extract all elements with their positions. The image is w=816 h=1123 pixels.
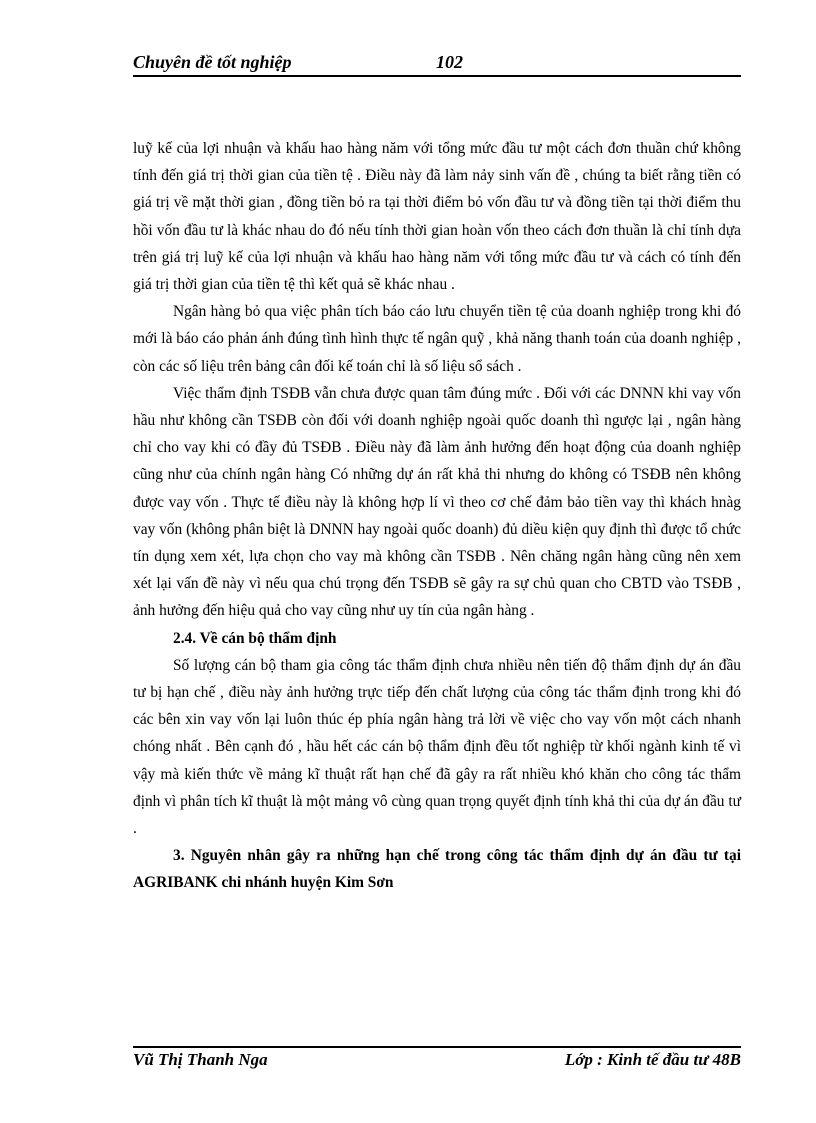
document-title: Chuyên đề tốt nghiệp [133,52,292,72]
page-header [133,52,741,76]
page-number: 102 [436,52,463,72]
page-footer [133,1050,741,1074]
section-heading-2-4: 2.4. Về cán bộ thẩm định [173,629,337,647]
paragraph-4: Số lượng cán bộ tham gia công tác thẩm định chưa nhiều nên tiến độ thẩm định dự án đầu tư bị hạn chế , điều này ảnh hưởng trực tiếp đến chất lượng của công tác thẩm định trong khi đó các bên xin vay vốn lại luôn thúc ép phía ngân hàng trả lời về việc cho vay vốn một cách nhanh chóng nhất . Bên cạnh đó , hầu hết các cán bộ thẩm định đều tốt nghiệp từ khối ngành kinh tế vì vậy mà kiến thức về mảng kĩ thuật rất hạn chế đã gây ra rất nhiều khó khăn cho công tác thẩm định vì phân tích kĩ thuật là một mảng vô cùng quan trọng quyết định tính khả thi của dự án đầu tư . [133,656,741,838]
section-heading-3: 3. Nguyên nhân gây ra những hạn chế trong công tác thẩm định dự án đầu tư tại AGRIBANK chi nhánh huyện Kim Sơn [133,847,741,892]
class-name: Lớp : Kinh tế đầu tư 48B [564,1050,741,1069]
author-name: Vũ Thị Thanh Nga [133,1050,268,1069]
paragraph-3: Việc thẩm định TSĐB vẫn chưa được quan tâm đúng mức . Đối với các DNNN khi vay vốn hầu như không cần TSĐB còn đối với doanh nghiệp ngoài quốc doanh thì ngược lại , ngân hàng chỉ cho vay khi có đầy đủ TSĐB . Điều này đã làm ảnh hưởng đến hoạt động của doanh nghiệp cũng như của chính ngân hàng Có những dự án rất khả thi nhưng do không có TSĐB nên không được vay vốn . Thực tế điều này là không hợp lí vì theo cơ chế đảm bảo tiền vay thì khách hnàg vay vốn (không phân biệt là DNNN hay ngoài quốc doanh) đủ diều kiện quy định thì được tổ chức tín dụng xem xét, lựa chọn cho vay mà không cần TSĐB . Nên chăng ngân hàng cũng nên xem xét lại vấn đề này vì nếu qua chú trọng đến TSĐB sẽ gây ra sự chủ quan cho CBTD vào TSĐB , ảnh hưởng đến hiệu quả cho vay cũng như uy tín của ngân hàng . [133,384,741,620]
paragraph-1: luỹ kế của lợi nhuận và khấu hao hàng năm với tổng mức đầu tư một cách đơn thuần chứ không tính đến giá trị thời gian của tiền tệ . Điều này đã làm nảy sinh vấn đề , chúng ta biết rằng tiền có giá trị về mặt thời gian , đồng tiền bỏ ra tại thời điểm bỏ vốn đầu tư và đồng tiền tại thời điểm thu hồi vốn đầu tư là khác nhau do đó nếu tính thời gian hoàn vốn theo cách đơn thuần là chỉ tính dựa trên giá trị luỹ kế của lợi nhuận và khấu hao hàng năm với tổng mức đầu tư và cách có tính đến giá trị thời gian của tiền tệ thì kết quả sẽ khác nhau . [133,140,741,294]
paragraph-2: Ngân hàng bỏ qua việc phân tích báo cáo lưu chuyển tiền tệ của doanh nghiệp trong khi đó mới là báo cáo phản ánh đúng tình hình thực tế ngân quỹ , khả năng thanh toán của doanh nghiệp , còn các số liệu trên bảng cân đối kế toán chỉ là số liệu sổ sách . [133,303,741,375]
main-content [133,135,741,896]
footer-divider [133,1046,741,1048]
header-divider [133,75,741,77]
